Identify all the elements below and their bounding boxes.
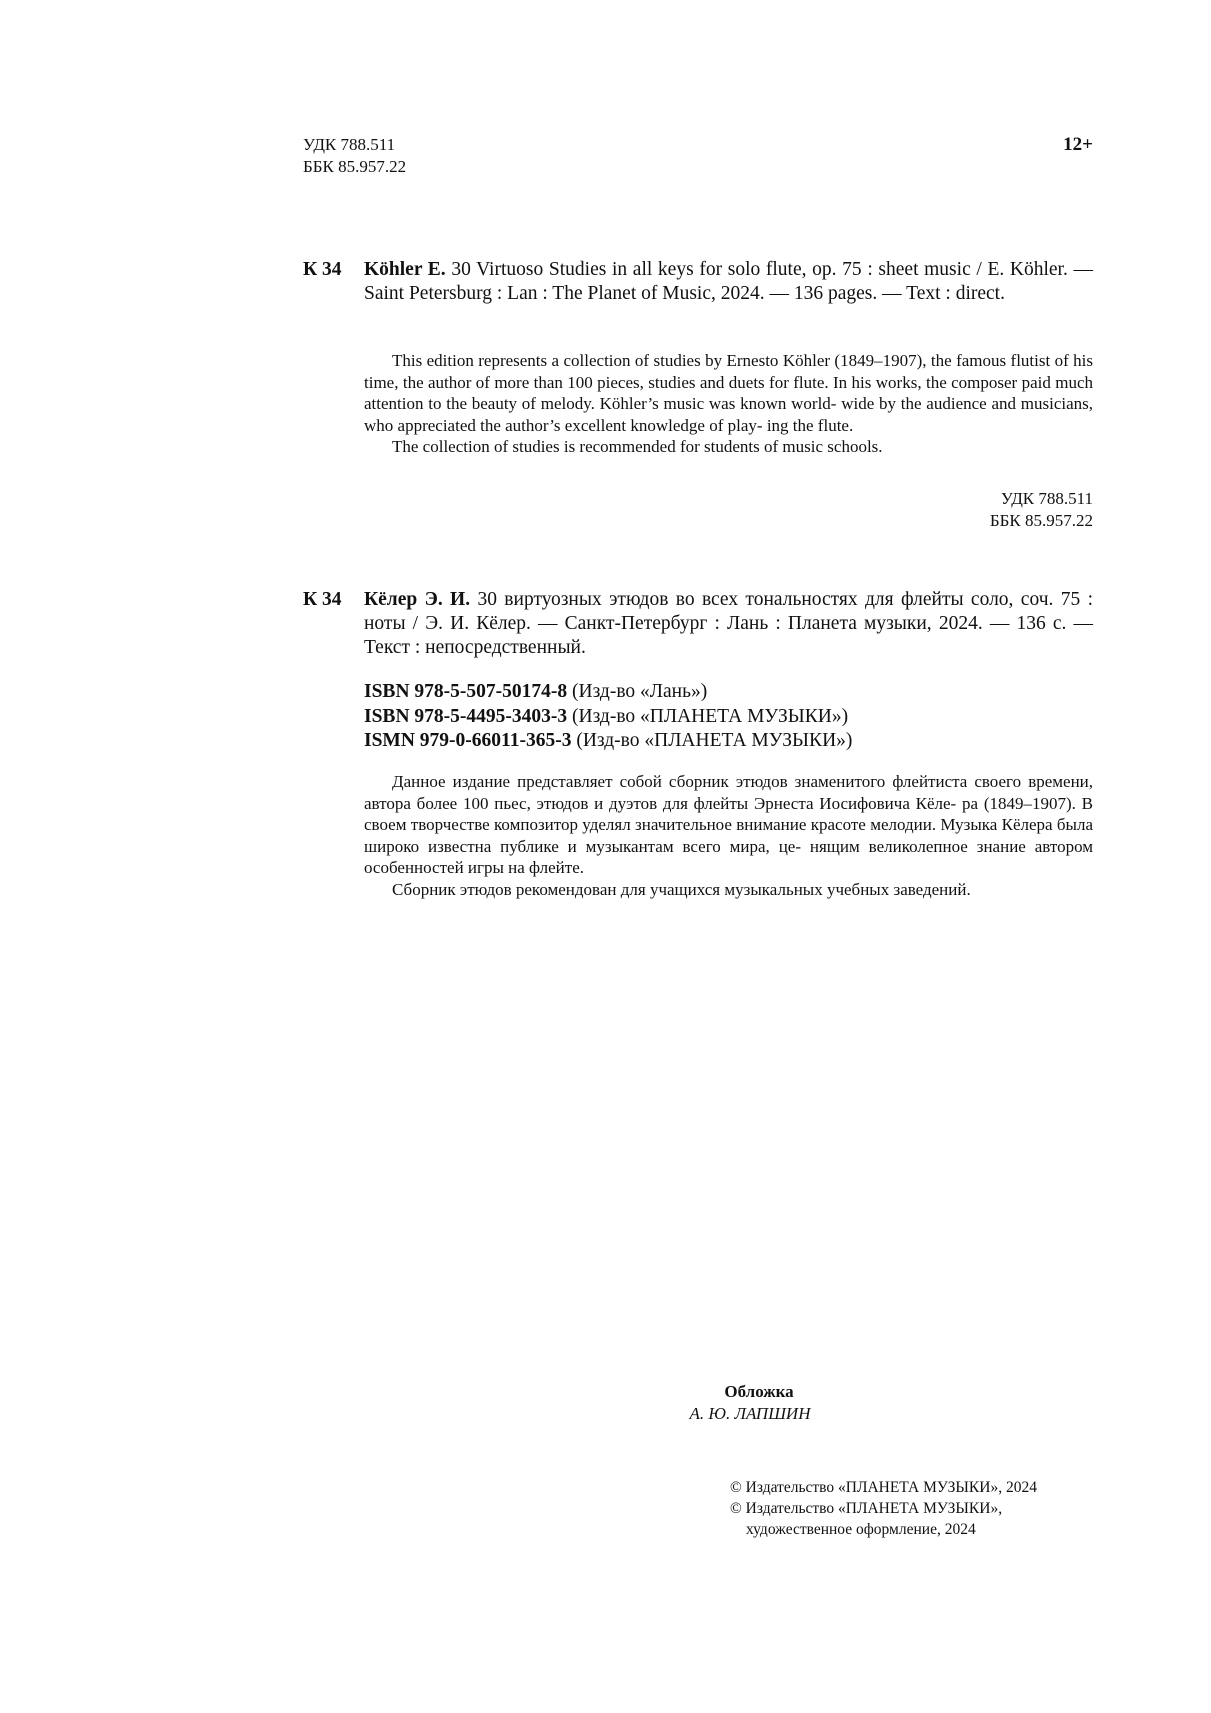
abstract-paragraph <box>364 350 1093 436</box>
abstract-line: This edition represents a collection of studies by Ernesto Köhler (1849–1907), the famous <box>392 351 1007 370</box>
abstract-line: ing the flute. <box>766 415 854 435</box>
copyright-line: художественное оформление, 2024 <box>746 1521 976 1538</box>
abstract-en <box>364 350 1093 458</box>
isbn-lan <box>364 680 852 705</box>
entry-line: 30 Virtuoso Studies in all keys for solo flute, op. 75 : sheet music / <box>451 259 982 280</box>
entry-classification <box>990 488 1093 532</box>
entry-body <box>364 258 1093 306</box>
cover-label: Обложка <box>724 1382 794 1401</box>
abstract-line: the composer paid much attention to the beauty of melody. Köhler’s music was known world- <box>364 372 1094 413</box>
ismn-planet <box>364 729 852 754</box>
entry-bbk: ББК 85.957.22 <box>989 511 1093 530</box>
cover-designer: А. Ю. ЛАПШИН <box>689 1404 811 1423</box>
abstract-paragraph <box>364 771 1093 879</box>
age-rating: 12+ <box>1063 134 1093 155</box>
entry-line: 2024. — 136 с. — Текст : непосредственный. <box>364 613 1094 658</box>
abstract-line: Данное издание представляет собой сборник этюдов знаменитого флейтиста своего <box>392 772 1022 791</box>
isbn-planet <box>364 705 852 730</box>
entry-line: Text : direct. <box>906 283 1005 304</box>
entry-line: 30 виртуозных этюдов во всех тональностях для флейты соло, <box>477 589 1014 610</box>
identifier-publisher: (Изд-во «Лань») <box>572 681 708 702</box>
entry-udk: УДК 788.511 <box>1000 489 1093 508</box>
abstract-line: времени, автора более 100 пьес, этюдов и дуэтов для флейты Эрнеста Иосифовича Кёле- <box>364 772 1094 813</box>
cover-credit <box>600 1381 900 1425</box>
abstract-line: ра (1849–1907). В своем творчестве композитор уделял значительное внимание красоте <box>364 793 1094 834</box>
bibliographic-entry-en <box>303 258 1093 306</box>
author-sign-code: К 34 <box>303 259 342 280</box>
abstract-recommendation: Сборник этюдов рекомендован для учащихся музыкальных учебных заведений. <box>392 879 971 899</box>
abstract-line: нящим великолепное знание автором особенностей игры на флейте. <box>364 836 1094 877</box>
identifier-number: ISBN 978-5-4495-3403-3 <box>364 705 568 727</box>
entry-line: E. Köhler. — Saint Petersburg : Lan : The Planet of Music, 2024. — 136 pages. — <box>364 259 1093 304</box>
header-bbk: ББК 85.957.22 <box>303 157 407 176</box>
abstract-line: wide by the audience and musicians, who appreciated the author’s excellent knowledge of play- <box>364 394 1093 435</box>
entry-body <box>364 588 1093 660</box>
abstract-line: flutist of his time, the author of more than 100 pieces, studies and duets for flute. In his works, <box>364 351 1093 392</box>
copyright-line: © Издательство «ПЛАНЕТА МУЗЫКИ», <box>730 1500 1003 1517</box>
bibliographic-entry-ru <box>303 588 1093 660</box>
abstract-ru <box>364 771 1093 900</box>
entry-author: Кёлер Э. И. <box>364 589 471 610</box>
abstract-recommendation: The collection of studies is recommended for students of music schools. <box>392 437 883 456</box>
author-sign-code: К 34 <box>303 589 342 610</box>
identifier-list <box>364 680 852 754</box>
abstract-line: мелодии. Музыка Кёлера была широко известна публике и музыкантам всего мира, це- <box>364 815 1094 856</box>
identifier-publisher: (Изд-во «ПЛАНЕТА МУЗЫКИ») <box>576 730 853 751</box>
header-udk: УДК 788.511 <box>303 135 396 154</box>
identifier-number: ISMN 979-0-66011-365-3 <box>364 730 572 751</box>
header-classification <box>303 134 406 178</box>
identifier-number: ISBN 978-5-507-50174-8 <box>364 681 568 702</box>
copyright-notice <box>730 1477 1037 1540</box>
identifier-publisher: (Изд-во «ПЛАНЕТА МУЗЫКИ») <box>572 705 849 727</box>
entry-line: соч. 75 : ноты / Э. И. Кёлер. — Санкт-Петербург : Лань : Планета музыки, <box>364 589 1094 634</box>
copyright-line: © Издательство «ПЛАНЕТА МУЗЫКИ», 2024 <box>730 1479 1037 1496</box>
entry-author: Köhler E. <box>364 259 446 280</box>
